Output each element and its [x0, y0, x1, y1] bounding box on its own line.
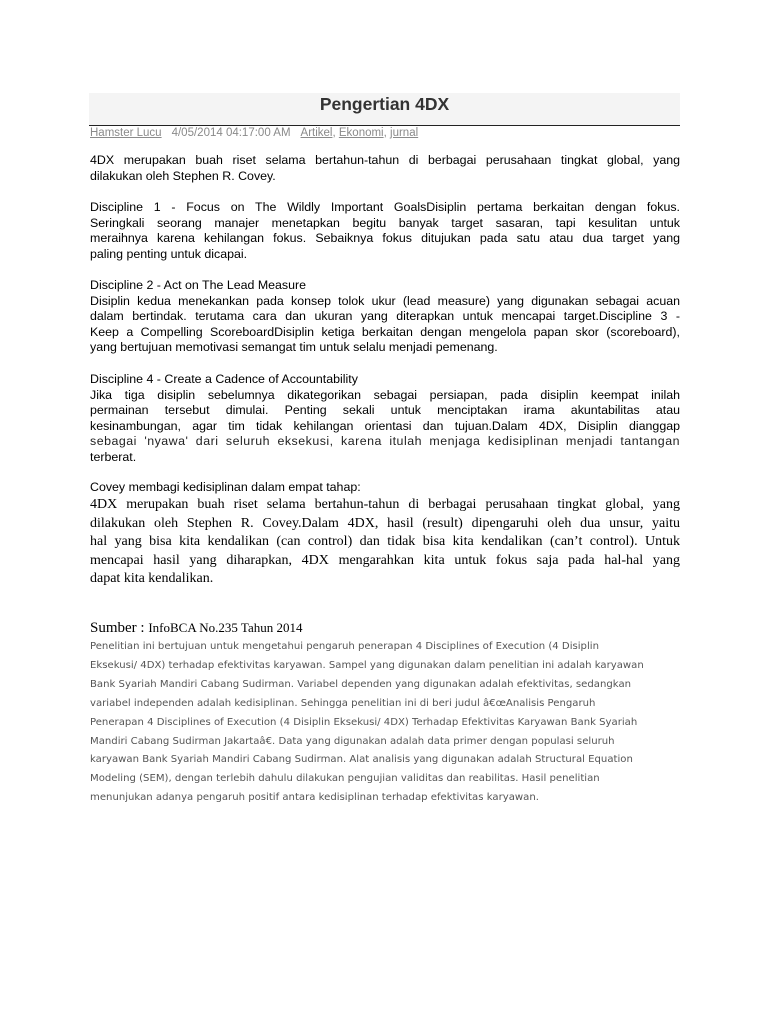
abstract-line: variabel independen adalah kedisiplinan. Sehingga penelitian ini di beri judul â€œAnalisis Pengaruh: [90, 697, 596, 709]
discipline-2-paragraph: [90, 278, 680, 356]
text-line: dalam bertindak. terutama cara dan ukuran yang diterapkan untuk mencapai target.Discipline 3 -: [90, 309, 680, 324]
tag-link-artikel[interactable]: Artikel: [300, 127, 333, 139]
title-bar: [89, 93, 680, 126]
text-line: dilakukan oleh Stephen R. Covey.Dalam 4DX, hasil (result) dipengaruhi oleh dua unsur, yaitu: [90, 515, 680, 531]
text-line: kesinambungan, agar tim tidak kehilangan orientasi dan tujuan.Dalam 4DX, Disiplin dianggap: [90, 418, 680, 433]
author-link[interactable]: Hamster Lucu: [90, 127, 162, 139]
abstract-line: Penelitian ini bertujuan untuk mengetahui pengaruh penerapan 4 Disciplines of Execution (4 Disiplin: [90, 641, 599, 652]
text-line: Disiplin kedua menekankan pada konsep tolok ukur (lead measure) yang digunakan sebagai acuan: [90, 293, 680, 308]
abstract-line: Eksekusi/ 4DX) terhadap efektivitas karyawan. Sampel yang digunakan dalam penelitian ini adalah karyawan: [90, 659, 644, 671]
discipline-4-paragraph: [90, 372, 680, 466]
abstract-line: Modeling (SEM), dengan terlebih dahulu dilakukan pengujian validitas dan reabilitas. Hasil penelitian: [90, 773, 600, 785]
text-line: sebagai 'nyawa' dari seluruh eksekusi, karena itulah menjaga kedisiplinan menjadi tantangan: [90, 434, 680, 449]
text-line: 4DX merupakan buah riset selama bertahun-tahun di berbagai perusahaan tingkat global, yang: [90, 497, 680, 512]
text-line: meraihnya karena kehilangan fokus. Sebaiknya fokus ditujukan pada satu atau dua target yang: [90, 231, 680, 246]
abstract-paragraph: [90, 638, 680, 808]
text-line: Discipline 2 - Act on The Lead Measure: [90, 278, 307, 292]
text-line: paling penting untuk dicapai.: [90, 246, 248, 261]
abstract-line: Bank Syariah Mandiri Cabang Sudirman. Variabel dependen yang digunakan adalah efektivitas, sedangkan: [90, 678, 632, 690]
source-line: [90, 620, 302, 637]
text-line: Seringkali seorang manajer menetapkan begitu banyak target sasaran, tapi kesulitan untuk: [90, 215, 680, 230]
abstract-line: Mandiri Cabang Sudirman Jakartaâ€. Data yang digunakan adalah data primer dengan populasi seluruh: [90, 735, 615, 747]
text-line: Discipline 1 - Focus on The Wildly Important GoalsDisiplin pertama berkaitan dengan fokus.: [90, 200, 680, 214]
text-line: Discipline 4 - Create a Cadence of Accountability: [90, 372, 358, 386]
text-line: yang bertujuan memotivasi semangat tim untuk selalu menjadi pemenang.: [90, 340, 498, 355]
source-value: InfoBCA No.235 Tahun 2014: [148, 620, 303, 635]
text-line: Jika tiga disiplin sebelumnya dikategorikan sebagai persiapan, pada disiplin keempat inilah: [90, 387, 680, 402]
text-line: dilakukan oleh Stephen R. Covey.: [90, 168, 276, 183]
covey-heading: Covey membagi kedisiplinan dalam empat tahap:: [90, 480, 361, 494]
discipline-1-paragraph: [90, 200, 680, 262]
tag-link-jurnal[interactable]: jurnal: [390, 127, 419, 139]
text-line: permainan tersebut dimulai. Penting sekali untuk menciptakan irama akuntabilitas atau: [90, 403, 680, 418]
text-line: 4DX merupakan buah riset selama bertahun-tahun di berbagai perusahaan tingkat global, yang: [90, 153, 680, 167]
page-title: Pengertian 4DX: [319, 94, 450, 114]
tag-link-ekonomi[interactable]: Ekonomi: [338, 127, 384, 139]
intro-paragraph: [90, 153, 680, 184]
abstract-line: menunjukan adanya pengaruh positif antara kedisiplinan terhadap efektivitas karyawan.: [90, 792, 539, 804]
text-line: hal yang bisa kita kendalikan (can control) dan tidak bisa kita kendalikan (can’t control). Untuk: [90, 534, 680, 549]
post-datetime: 4/05/2014 04:17:00 AM: [171, 127, 291, 139]
abstract-line: Penerapan 4 Disciplines of Execution (4 Disiplin Eksekusi/ 4DX) Terhadap Efektivitas Karyawan Bank Syariah: [90, 716, 638, 728]
text-line: mencapai hasil yang diharapkan, 4DX mengarahkan kita untuk fokus saja pada hal-hal yang: [90, 552, 680, 568]
post-meta: Hamster Lucu 4/05/2014 04:17:00 AM Artikel, Ekonomi, jurnal: [90, 127, 419, 139]
abstract-line: karyawan Bank Syariah Mandiri Cabang Sudirman. Alat analisis yang digunakan adalah Structural Equation: [90, 754, 633, 766]
text-line: terberat.: [90, 449, 137, 464]
text-line: Keep a Compelling ScoreboardDisiplin ketiga berkaitan dengan mengelola papan skor (scoreboard),: [90, 324, 680, 339]
source-label: Sumber :: [90, 620, 145, 636]
serif-paragraph: [90, 496, 680, 589]
text-line: dapat kita kendalikan.: [90, 571, 214, 586]
